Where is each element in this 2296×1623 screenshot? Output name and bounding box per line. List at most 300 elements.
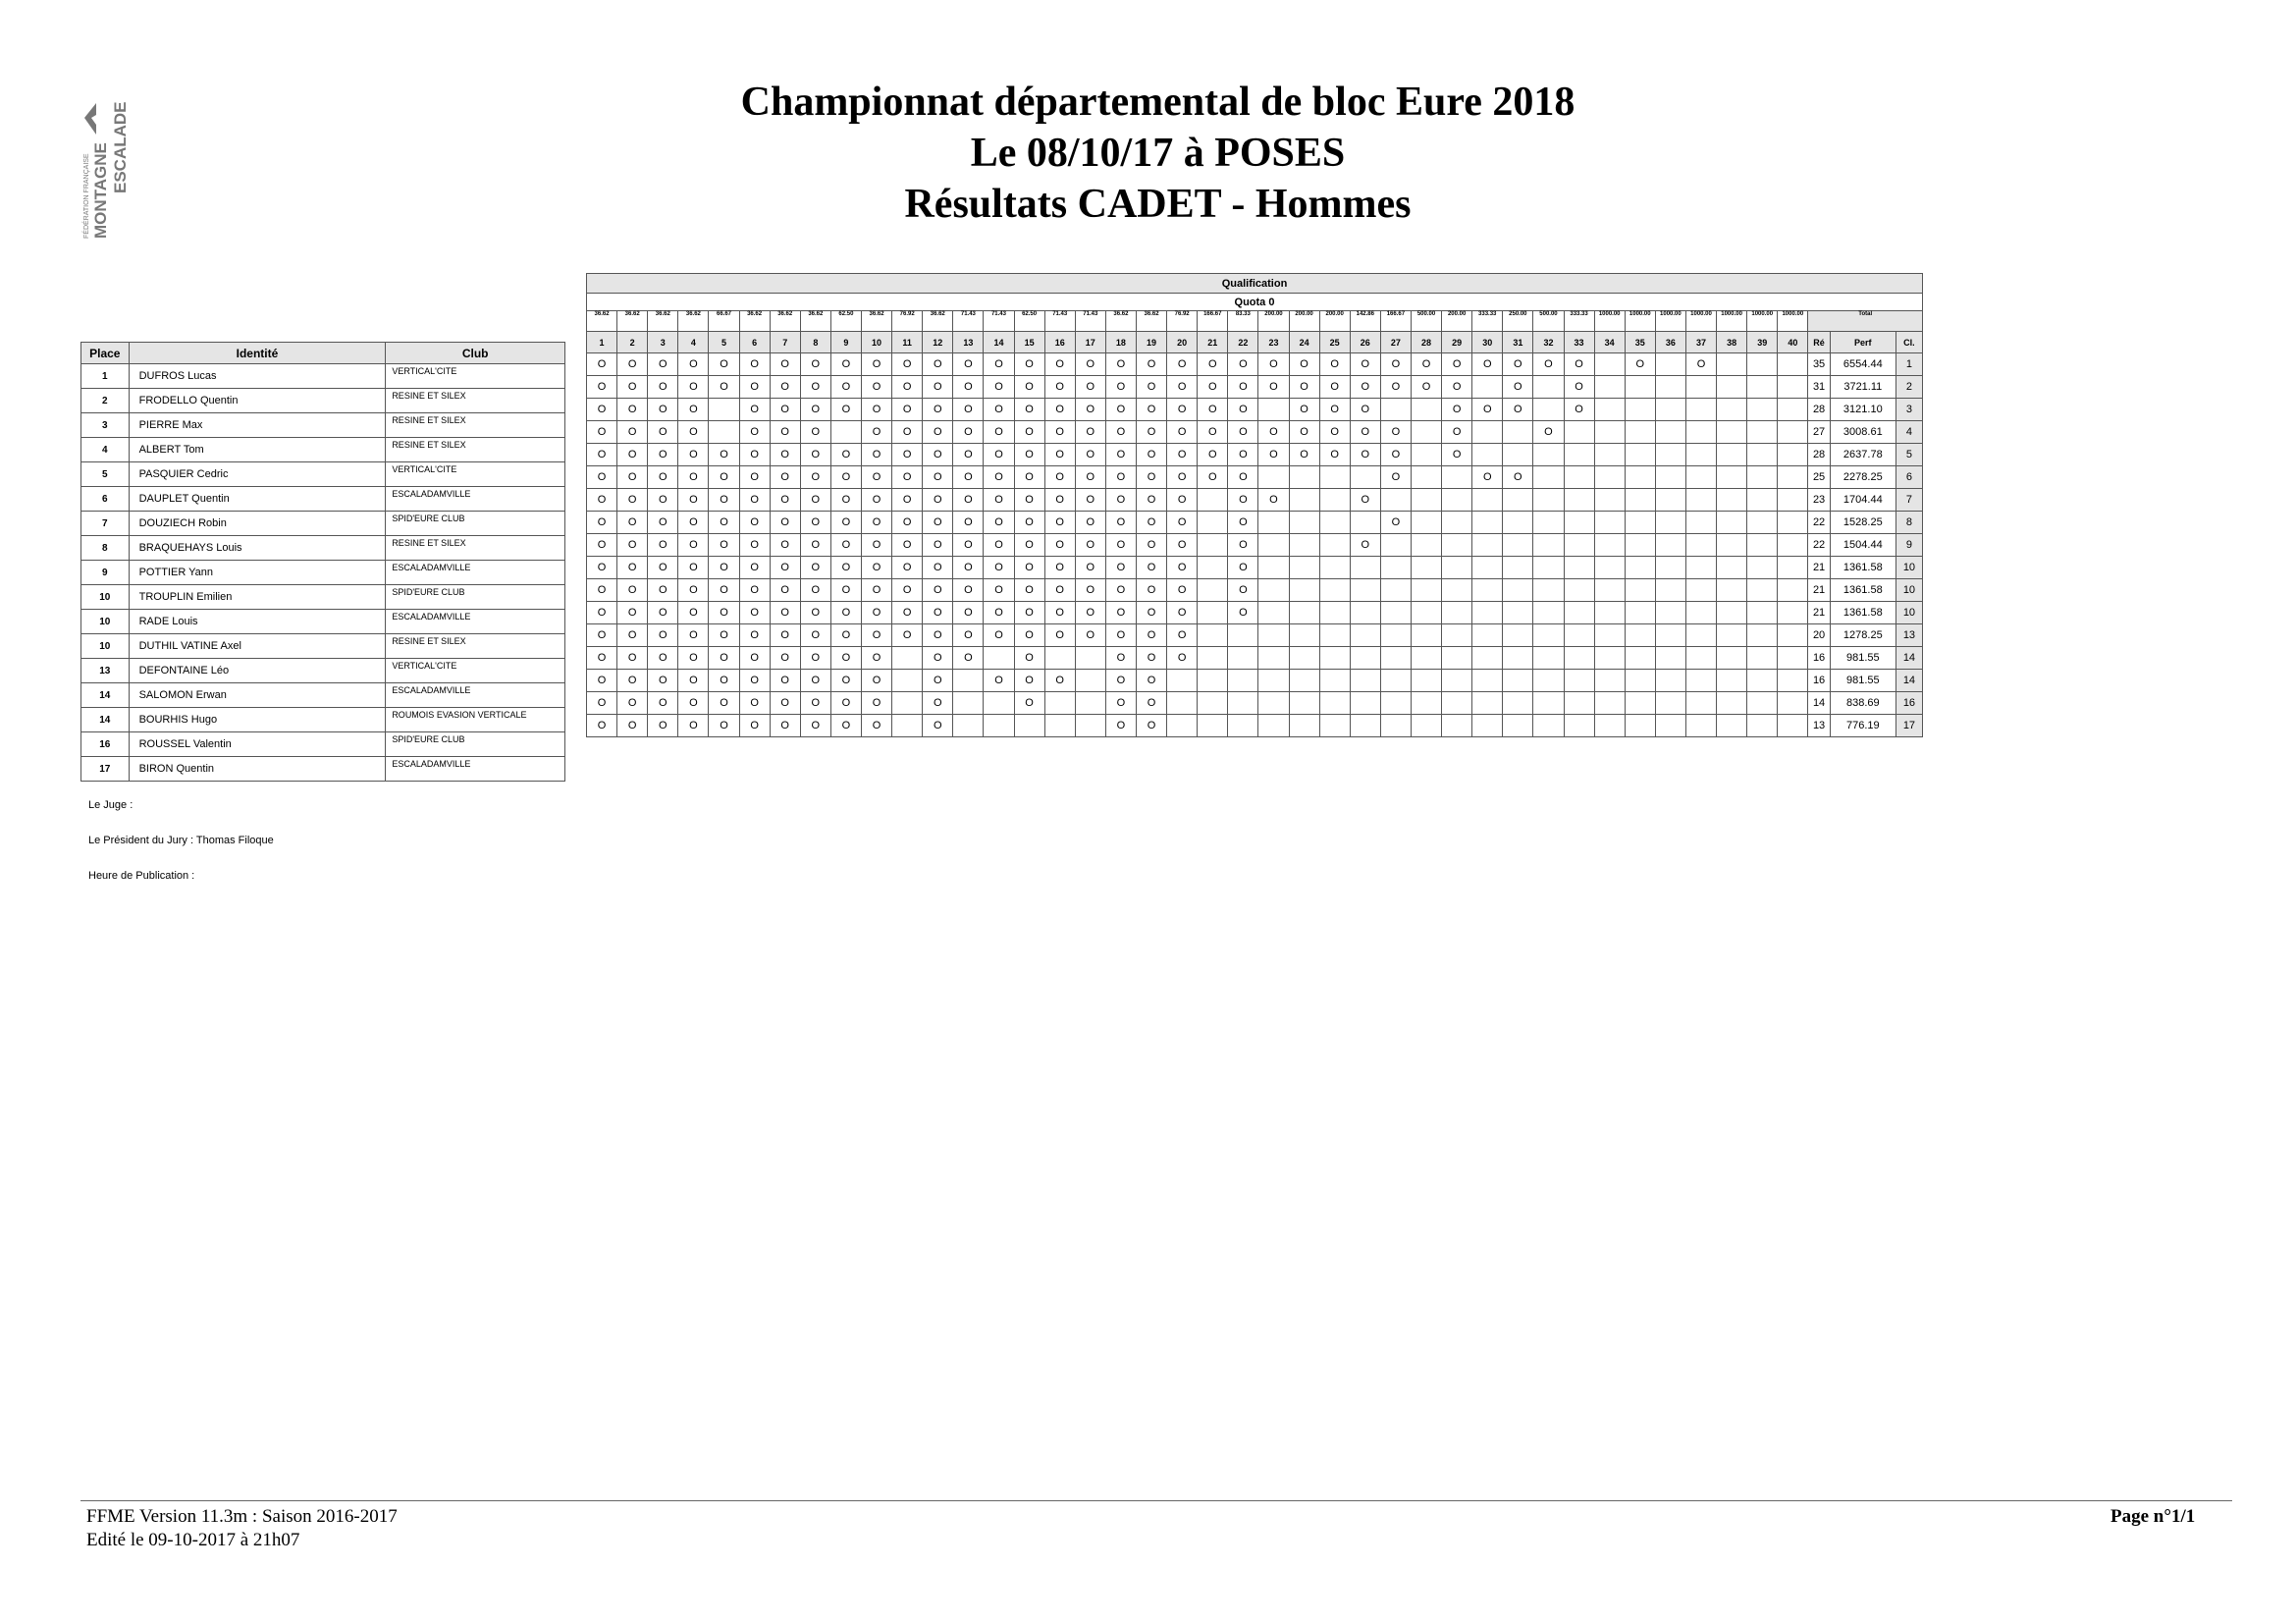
competitor-name: PASQUIER Cedric [129, 462, 386, 487]
block-result [1564, 466, 1594, 489]
block-result: O [1442, 421, 1472, 444]
block-result [1289, 489, 1319, 512]
block-result: O [830, 466, 861, 489]
block-result: O [1625, 353, 1655, 376]
competitor-row [81, 683, 565, 708]
block-result: O [1198, 466, 1228, 489]
quota-label: Quota 0 [587, 294, 1923, 311]
block-result [1778, 353, 1808, 376]
block-result: O [1044, 670, 1075, 692]
block-result: O [1014, 647, 1044, 670]
document-title [0, 77, 2296, 230]
block-result [1717, 670, 1747, 692]
block-result: O [1503, 466, 1533, 489]
block-result: O [648, 602, 678, 624]
block-result [1319, 466, 1350, 489]
block-points: 166.67 [1198, 311, 1228, 332]
competitor-re: 22 [1808, 534, 1830, 557]
block-result [1380, 670, 1411, 692]
block-result [1350, 715, 1380, 737]
competitor-place: 14 [81, 683, 130, 708]
competitor-perf: 1278.25 [1830, 624, 1896, 647]
competitor-row [81, 757, 565, 782]
block-points: 36.62 [861, 311, 891, 332]
block-result [1319, 670, 1350, 692]
competitor-row [81, 364, 565, 389]
block-result: O [1167, 647, 1198, 670]
block-number: 18 [1105, 332, 1136, 353]
competitor-rank: 4 [1896, 421, 1922, 444]
block-result [1564, 421, 1594, 444]
block-result: O [800, 602, 830, 624]
block-result [1258, 557, 1289, 579]
block-result: O [923, 692, 953, 715]
block-result: O [617, 376, 648, 399]
competitor-club: RESINE ET SILEX [386, 634, 565, 659]
block-result [953, 692, 984, 715]
block-result [1350, 692, 1380, 715]
block-points: 36.62 [1136, 311, 1166, 332]
block-result [1594, 489, 1625, 512]
block-result: O [892, 534, 923, 557]
block-result [1594, 353, 1625, 376]
block-numbers-row [587, 332, 1923, 353]
block-result: O [830, 376, 861, 399]
block-result: O [1105, 557, 1136, 579]
block-result [1503, 579, 1533, 602]
block-result: O [861, 624, 891, 647]
block-result [1685, 602, 1716, 624]
competitor-re: 21 [1808, 602, 1830, 624]
block-result [1747, 512, 1778, 534]
block-result [1594, 670, 1625, 692]
block-result: O [984, 399, 1014, 421]
block-result [1747, 421, 1778, 444]
block-result: O [1044, 534, 1075, 557]
block-result [1350, 557, 1380, 579]
block-result [1533, 647, 1564, 670]
block-result: O [1075, 512, 1105, 534]
competitor-perf: 981.55 [1830, 670, 1896, 692]
block-result: O [1075, 557, 1105, 579]
block-result: O [1228, 353, 1258, 376]
block-result: O [709, 692, 739, 715]
block-result: O [830, 512, 861, 534]
block-result [1717, 534, 1747, 557]
block-result: O [1136, 602, 1166, 624]
competitor-perf: 3721.11 [1830, 376, 1896, 399]
competitor-rank: 9 [1896, 534, 1922, 557]
block-result: O [861, 399, 891, 421]
block-result: O [1319, 399, 1350, 421]
block-result [1472, 376, 1503, 399]
block-number: 3 [648, 332, 678, 353]
block-result: O [739, 579, 770, 602]
block-number: 20 [1167, 332, 1198, 353]
block-result [1442, 512, 1472, 534]
block-result [1747, 670, 1778, 692]
block-result: O [984, 444, 1014, 466]
block-result [1625, 647, 1655, 670]
block-result [1319, 579, 1350, 602]
competitor-name: DUFROS Lucas [129, 364, 386, 389]
block-result [1594, 624, 1625, 647]
block-result: O [648, 444, 678, 466]
block-result [1380, 624, 1411, 647]
block-result: O [678, 489, 709, 512]
block-result: O [1014, 692, 1044, 715]
competitor-re: 13 [1808, 715, 1830, 737]
competitor-place: 1 [81, 364, 130, 389]
competitor-row [81, 708, 565, 732]
block-result [1655, 557, 1685, 579]
block-number: 13 [953, 332, 984, 353]
block-result: O [1289, 421, 1319, 444]
block-result: O [1228, 512, 1258, 534]
block-result: O [709, 670, 739, 692]
competitor-re: 31 [1808, 376, 1830, 399]
block-result: O [1319, 353, 1350, 376]
competitor-name: DUTHIL VATINE Axel [129, 634, 386, 659]
competitor-perf: 1361.58 [1830, 602, 1896, 624]
block-result [1533, 512, 1564, 534]
block-result [892, 647, 923, 670]
block-result [1472, 602, 1503, 624]
block-result: O [984, 512, 1014, 534]
block-result: O [953, 353, 984, 376]
block-result: O [1105, 715, 1136, 737]
competitor-club: ESCALADAMVILLE [386, 757, 565, 782]
block-result: O [861, 557, 891, 579]
block-result [1564, 557, 1594, 579]
block-result [1594, 376, 1625, 399]
block-result: O [1350, 353, 1380, 376]
block-number: 12 [923, 332, 953, 353]
block-result [1747, 579, 1778, 602]
block-result: O [923, 647, 953, 670]
block-result [1655, 466, 1685, 489]
block-result: O [709, 624, 739, 647]
block-result [1778, 466, 1808, 489]
block-result [1350, 466, 1380, 489]
block-result [1564, 715, 1594, 737]
block-number: 31 [1503, 332, 1533, 353]
block-result [1685, 647, 1716, 670]
block-result [1503, 715, 1533, 737]
block-result [1503, 421, 1533, 444]
block-result [1747, 715, 1778, 737]
block-result [1258, 692, 1289, 715]
block-result: O [923, 715, 953, 737]
block-result: O [1105, 376, 1136, 399]
qualification-row [587, 602, 1923, 624]
competitor-name: ROUSSEL Valentin [129, 732, 386, 757]
block-result: O [1075, 489, 1105, 512]
block-points: 36.62 [1105, 311, 1136, 332]
block-number: 9 [830, 332, 861, 353]
block-result: O [617, 512, 648, 534]
competitor-club: SPID'EURE CLUB [386, 732, 565, 757]
block-result [1747, 444, 1778, 466]
competitor-club: SPID'EURE CLUB [386, 585, 565, 610]
block-result: O [1075, 376, 1105, 399]
block-result: O [770, 489, 800, 512]
block-result: O [1167, 421, 1198, 444]
block-result [1503, 602, 1533, 624]
block-result [1717, 353, 1747, 376]
block-result: O [923, 557, 953, 579]
block-result: O [1380, 444, 1411, 466]
competitor-row [81, 610, 565, 634]
block-result [1503, 624, 1533, 647]
block-result: O [1014, 353, 1044, 376]
block-result [1564, 534, 1594, 557]
block-points: 36.62 [587, 311, 617, 332]
competitor-row [81, 487, 565, 512]
block-result: O [1167, 557, 1198, 579]
competitor-place: 9 [81, 561, 130, 585]
block-result [1258, 512, 1289, 534]
block-result [1625, 399, 1655, 421]
block-result: O [1258, 376, 1289, 399]
block-result [1594, 557, 1625, 579]
block-result [1411, 647, 1441, 670]
block-result [1198, 624, 1228, 647]
block-result: O [709, 466, 739, 489]
competitor-row [81, 536, 565, 561]
block-result: O [1350, 421, 1380, 444]
block-result: O [770, 512, 800, 534]
block-number: 7 [770, 332, 800, 353]
block-result: O [709, 376, 739, 399]
block-result [1533, 715, 1564, 737]
block-result: O [1167, 376, 1198, 399]
block-result [1472, 579, 1503, 602]
block-result [1655, 444, 1685, 466]
block-result: O [678, 692, 709, 715]
total-label: Total [1808, 311, 1923, 332]
block-result: O [678, 421, 709, 444]
block-result: O [770, 602, 800, 624]
block-result [1778, 399, 1808, 421]
competitor-rank: 16 [1896, 692, 1922, 715]
competitor-perf: 3008.61 [1830, 421, 1896, 444]
block-result [984, 692, 1014, 715]
block-result: O [892, 579, 923, 602]
block-result [830, 421, 861, 444]
block-result: O [1014, 512, 1044, 534]
block-result [1625, 692, 1655, 715]
competitor-name: BIRON Quentin [129, 757, 386, 782]
block-result [1380, 534, 1411, 557]
block-result [892, 692, 923, 715]
block-result: O [739, 353, 770, 376]
block-result [1594, 692, 1625, 715]
block-result: O [1044, 489, 1075, 512]
block-result: O [678, 624, 709, 647]
block-result: O [861, 489, 891, 512]
qualification-row [587, 444, 1923, 466]
competitor-table-header [81, 343, 565, 364]
block-result [1747, 466, 1778, 489]
block-result [1289, 624, 1319, 647]
block-result: O [1442, 444, 1472, 466]
block-result: O [1319, 444, 1350, 466]
block-result: O [1442, 376, 1472, 399]
competitor-place: 10 [81, 585, 130, 610]
competitor-row [81, 413, 565, 438]
qualification-row [587, 557, 1923, 579]
block-result [1442, 579, 1472, 602]
competitor-place: 2 [81, 389, 130, 413]
block-result: O [1198, 399, 1228, 421]
block-number: 35 [1625, 332, 1655, 353]
block-result: O [1044, 557, 1075, 579]
block-result [1717, 647, 1747, 670]
block-result: O [1105, 512, 1136, 534]
block-result: O [1167, 512, 1198, 534]
block-result [1625, 624, 1655, 647]
block-result [1319, 715, 1350, 737]
block-result [1289, 670, 1319, 692]
block-result [1564, 444, 1594, 466]
block-result: O [739, 557, 770, 579]
competitor-name: SALOMON Erwan [129, 683, 386, 708]
competitor-club: RESINE ET SILEX [386, 438, 565, 462]
block-result: O [984, 534, 1014, 557]
block-points: 62.50 [830, 311, 861, 332]
block-points: 36.62 [770, 311, 800, 332]
block-result [1319, 692, 1350, 715]
qualification-header-row [587, 274, 1923, 294]
block-result: O [1167, 444, 1198, 466]
block-result [1533, 534, 1564, 557]
block-result: O [923, 376, 953, 399]
block-result [1380, 647, 1411, 670]
block-result: O [739, 421, 770, 444]
competitor-perf: 2278.25 [1830, 466, 1896, 489]
competitor-rank: 10 [1896, 557, 1922, 579]
block-result [1564, 489, 1594, 512]
block-result: O [1319, 421, 1350, 444]
block-result: O [923, 444, 953, 466]
block-result [1411, 557, 1441, 579]
block-result [1564, 602, 1594, 624]
block-points: 1000.00 [1778, 311, 1808, 332]
competitor-name: TROUPLIN Emilien [129, 585, 386, 610]
block-result [1472, 512, 1503, 534]
block-result: O [1014, 489, 1044, 512]
block-result: O [1350, 399, 1380, 421]
block-result [1594, 715, 1625, 737]
block-result: O [1442, 399, 1472, 421]
block-result: O [984, 466, 1014, 489]
header-identite: Identité [129, 343, 386, 364]
block-result [1472, 444, 1503, 466]
block-result: O [1503, 353, 1533, 376]
block-result [1685, 512, 1716, 534]
block-result [1655, 579, 1685, 602]
block-result: O [770, 624, 800, 647]
block-result [1564, 670, 1594, 692]
block-result: O [800, 534, 830, 557]
block-result: O [1380, 376, 1411, 399]
block-result: O [953, 489, 984, 512]
block-result [1778, 670, 1808, 692]
block-result: O [830, 692, 861, 715]
block-result: O [800, 353, 830, 376]
block-result: O [617, 444, 648, 466]
block-result: O [861, 466, 891, 489]
competitor-rank: 14 [1896, 670, 1922, 692]
block-result: O [800, 466, 830, 489]
logo-line3: ESCALADE [111, 101, 130, 193]
block-result: O [587, 557, 617, 579]
block-result: O [830, 534, 861, 557]
block-result [1503, 534, 1533, 557]
block-result: O [1289, 353, 1319, 376]
block-result: O [739, 489, 770, 512]
block-result [1625, 512, 1655, 534]
block-result: O [739, 512, 770, 534]
block-result: O [678, 353, 709, 376]
block-result [1685, 534, 1716, 557]
block-result: O [1105, 489, 1136, 512]
block-result [1289, 647, 1319, 670]
block-result [1533, 602, 1564, 624]
block-result [1594, 466, 1625, 489]
block-result [1685, 489, 1716, 512]
block-result [1533, 399, 1564, 421]
block-result [1442, 489, 1472, 512]
block-result: O [587, 512, 617, 534]
block-result: O [1075, 421, 1105, 444]
block-result: O [648, 692, 678, 715]
block-result [1198, 670, 1228, 692]
block-result: O [1228, 376, 1258, 399]
block-points: 76.92 [1167, 311, 1198, 332]
title-line-3: Résultats CADET - Hommes [904, 182, 1412, 227]
block-result: O [648, 399, 678, 421]
footer-version: FFME Version 11.3m : Saison 2016-2017 [86, 1506, 398, 1527]
block-result: O [1533, 353, 1564, 376]
block-result [1472, 534, 1503, 557]
competitor-place: 10 [81, 610, 130, 634]
block-result [1685, 579, 1716, 602]
block-result: O [1105, 624, 1136, 647]
block-result: O [923, 489, 953, 512]
block-result: O [709, 715, 739, 737]
block-result: O [1198, 376, 1228, 399]
block-result [1472, 692, 1503, 715]
block-result [1594, 399, 1625, 421]
block-result [1014, 715, 1044, 737]
block-result [1411, 489, 1441, 512]
block-result [1594, 421, 1625, 444]
logo-line1: FÉDÉRATION FRANÇAISE [83, 153, 90, 239]
block-points: 71.43 [1075, 311, 1105, 332]
block-result: O [648, 670, 678, 692]
competitor-club: RESINE ET SILEX [386, 413, 565, 438]
block-result [1685, 557, 1716, 579]
block-result: O [709, 512, 739, 534]
block-result [1442, 624, 1472, 647]
block-result [1319, 602, 1350, 624]
block-result: O [1105, 579, 1136, 602]
block-result: O [1136, 715, 1166, 737]
block-number: 1 [587, 332, 617, 353]
block-result [1350, 624, 1380, 647]
